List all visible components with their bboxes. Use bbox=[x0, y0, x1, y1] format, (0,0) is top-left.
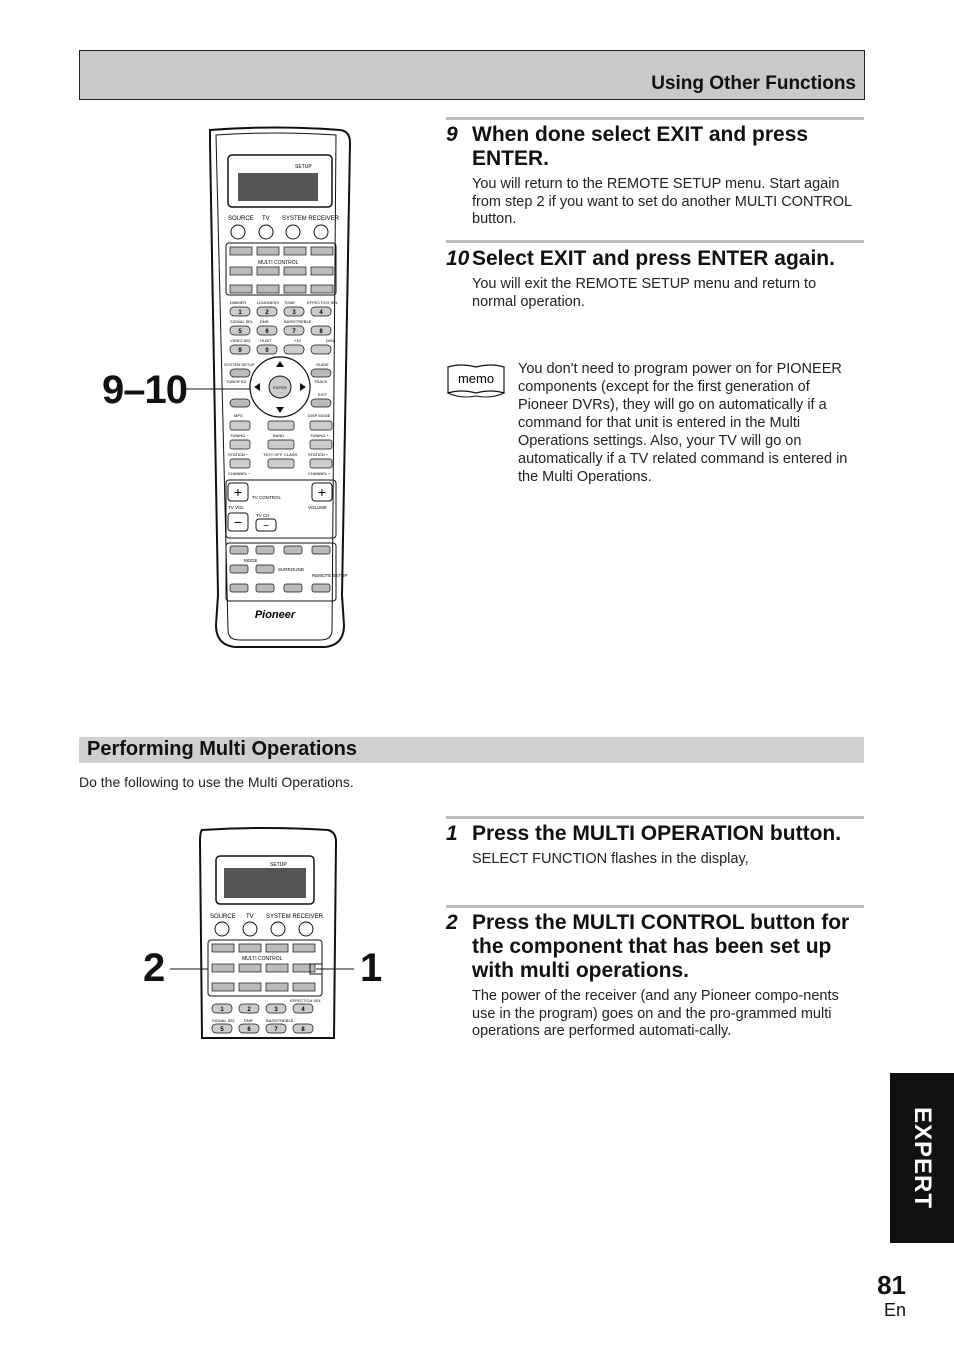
svg-text:−: − bbox=[233, 514, 243, 530]
section-header-title: Using Other Functions bbox=[651, 73, 856, 94]
svg-text:MPX: MPX bbox=[234, 413, 243, 418]
svg-text:STATION +: STATION + bbox=[308, 452, 329, 457]
svg-text:6: 6 bbox=[265, 329, 269, 335]
svg-text:+10: +10 bbox=[294, 338, 301, 343]
svg-text:DISC: DISC bbox=[326, 338, 336, 343]
source-label: SOURCE bbox=[228, 216, 254, 222]
memo-text: You don't need to program power on for PIONEER components (except for the first generation of Pioneer DVRs), they will go on automatically if a command for that unit is entered in the Multi Operations settings. Also, your TV will go on automatically if a TV related command is entered in the Multi Operations. bbox=[518, 361, 848, 485]
svg-text:CHANNEL +: CHANNEL + bbox=[308, 471, 331, 476]
svg-text:0: 0 bbox=[265, 348, 269, 354]
svg-text:SETUP: SETUP bbox=[295, 164, 312, 170]
svg-text:CHANNEL −: CHANNEL − bbox=[228, 471, 251, 476]
svg-text:4: 4 bbox=[301, 1007, 305, 1013]
svg-text:TUNING −: TUNING − bbox=[230, 433, 249, 438]
tv-label: TV bbox=[262, 216, 270, 222]
svg-text:REMOTE SETUP: REMOTE SETUP bbox=[312, 573, 348, 578]
memo-icon bbox=[446, 363, 506, 401]
step-body: You will exit the REMOTE SETUP menu and return to normal operation. bbox=[472, 276, 817, 310]
svg-text:9: 9 bbox=[238, 348, 242, 354]
svg-text:SETUP: SETUP bbox=[270, 862, 287, 868]
svg-text:Pioneer: Pioneer bbox=[254, 609, 296, 621]
svg-text:1: 1 bbox=[220, 1007, 224, 1013]
svg-text:ENTER: ENTER bbox=[273, 385, 287, 390]
step-rule bbox=[446, 240, 864, 243]
side-tab-label: EXPERT bbox=[909, 1106, 936, 1210]
svg-text:5: 5 bbox=[238, 329, 242, 335]
svg-text:DNR: DNR bbox=[260, 319, 269, 324]
svg-text:TUNER ED: TUNER ED bbox=[226, 379, 247, 384]
svg-text:TRACK: TRACK bbox=[314, 379, 328, 384]
callout-1: 1 bbox=[360, 946, 382, 990]
section-title: Performing Multi Operations bbox=[87, 738, 358, 760]
svg-text:HI-BIT: HI-BIT bbox=[260, 338, 272, 343]
svg-text:LOUDNESS: LOUDNESS bbox=[257, 300, 280, 305]
step-number: 9 bbox=[446, 123, 458, 146]
svg-text:DNR: DNR bbox=[244, 1018, 253, 1023]
svg-text:−: − bbox=[263, 521, 269, 532]
svg-text:SYSTEM RECEIVER: SYSTEM RECEIVER bbox=[266, 914, 324, 920]
svg-text:3: 3 bbox=[292, 310, 296, 316]
remote-figure-bottom bbox=[140, 826, 390, 1040]
svg-text:TV VOL: TV VOL bbox=[228, 505, 245, 510]
svg-text:+: + bbox=[233, 484, 243, 500]
svg-text:EXIT: EXIT bbox=[318, 392, 327, 397]
svg-text:BAND: BAND bbox=[273, 433, 285, 438]
svg-text:STATION −: STATION − bbox=[228, 452, 249, 457]
svg-text:SIGNAL SEL: SIGNAL SEL bbox=[212, 1018, 236, 1023]
svg-text:2: 2 bbox=[247, 1007, 251, 1013]
step-rule bbox=[446, 905, 864, 908]
svg-text:8: 8 bbox=[319, 329, 323, 335]
svg-text:GUIDE: GUIDE bbox=[316, 362, 329, 367]
svg-text:7: 7 bbox=[274, 1027, 278, 1033]
svg-text:TEXT OFF: TEXT OFF bbox=[263, 452, 283, 457]
section-header-bar bbox=[79, 50, 865, 100]
step-rule bbox=[446, 117, 864, 120]
step-body: The power of the receiver (and any Pioneer compo-nents use in the program) goes on and the pro-grammed multi operations are performed automati-cally. bbox=[472, 988, 839, 1039]
svg-text:MODE: MODE bbox=[244, 558, 258, 563]
svg-text:3: 3 bbox=[274, 1007, 278, 1013]
step-rule bbox=[446, 816, 864, 819]
svg-text:2: 2 bbox=[265, 310, 269, 316]
svg-text:TONE: TONE bbox=[284, 300, 296, 305]
svg-text:8: 8 bbox=[301, 1027, 305, 1033]
svg-text:VIDEO SEL: VIDEO SEL bbox=[230, 338, 252, 343]
step-heading: When done select EXIT and press ENTER. bbox=[472, 123, 809, 170]
svg-text:SYSTEM SETUP: SYSTEM SETUP bbox=[224, 362, 255, 367]
svg-text:BASS/TREBLE: BASS/TREBLE bbox=[284, 319, 312, 324]
step-number: 1 bbox=[446, 822, 458, 845]
section-intro: Do the following to use the Multi Operations. bbox=[79, 774, 354, 790]
svg-text:5: 5 bbox=[220, 1027, 224, 1033]
step-number: 2 bbox=[446, 911, 458, 934]
section-title-bar bbox=[79, 737, 864, 763]
step-body: SELECT FUNCTION flashes in the display, bbox=[472, 851, 749, 867]
page-number: 81 bbox=[877, 1270, 906, 1300]
svg-text:EFFECT/CH SEL: EFFECT/CH SEL bbox=[307, 300, 339, 305]
svg-text:SURROUND: SURROUND bbox=[278, 567, 305, 572]
step-heading: Select EXIT and press ENTER again. bbox=[472, 247, 835, 270]
step-heading: Press the MULTI CONTROL button for the component that has been set up with multi operations. bbox=[472, 911, 850, 982]
callout-2: 2 bbox=[143, 946, 165, 990]
svg-text:1: 1 bbox=[238, 310, 242, 316]
step-10 bbox=[446, 247, 864, 311]
expert-side-tab bbox=[890, 1073, 954, 1243]
svg-text:memo: memo bbox=[457, 371, 495, 386]
svg-text:VOLUME: VOLUME bbox=[308, 505, 328, 510]
svg-text:MULTI CONTROL: MULTI CONTROL bbox=[258, 260, 299, 266]
svg-text:TV CH: TV CH bbox=[256, 513, 270, 518]
svg-text:DIMMER: DIMMER bbox=[230, 300, 247, 305]
page-language: En bbox=[883, 1300, 906, 1320]
svg-text:DISP MODE: DISP MODE bbox=[308, 413, 331, 418]
svg-text:+: + bbox=[317, 484, 327, 500]
svg-text:4: 4 bbox=[319, 310, 323, 316]
step-1 bbox=[446, 822, 864, 869]
svg-text:CLASS: CLASS bbox=[284, 452, 298, 457]
svg-text:SOURCE: SOURCE bbox=[210, 914, 236, 920]
step-2 bbox=[446, 911, 864, 1041]
step-body: You will return to the REMOTE SETUP menu. Start again from step 2 if you want to set do another MULTI CONTROL button. bbox=[472, 176, 852, 227]
svg-text:SIGNAL SEL: SIGNAL SEL bbox=[230, 319, 254, 324]
svg-text:6: 6 bbox=[247, 1027, 251, 1033]
svg-text:TV CONTROL: TV CONTROL bbox=[252, 495, 282, 500]
svg-text:MULTI CONTROL: MULTI CONTROL bbox=[242, 956, 283, 962]
step-9 bbox=[446, 123, 864, 229]
svg-text:BASS/TREBLE: BASS/TREBLE bbox=[266, 1018, 294, 1023]
svg-text:TUNING +: TUNING + bbox=[310, 433, 329, 438]
svg-text:EFFECT/CH SEL: EFFECT/CH SEL bbox=[290, 998, 322, 1003]
callout-9-10: 9–10 bbox=[102, 368, 187, 412]
system-receiver-label: SYSTEM RECEIVER bbox=[282, 216, 340, 222]
step-heading: Press the MULTI OPERATION button. bbox=[472, 822, 842, 845]
step-number: 10 bbox=[446, 247, 470, 270]
svg-text:7: 7 bbox=[292, 329, 296, 335]
svg-text:TV: TV bbox=[246, 914, 254, 920]
